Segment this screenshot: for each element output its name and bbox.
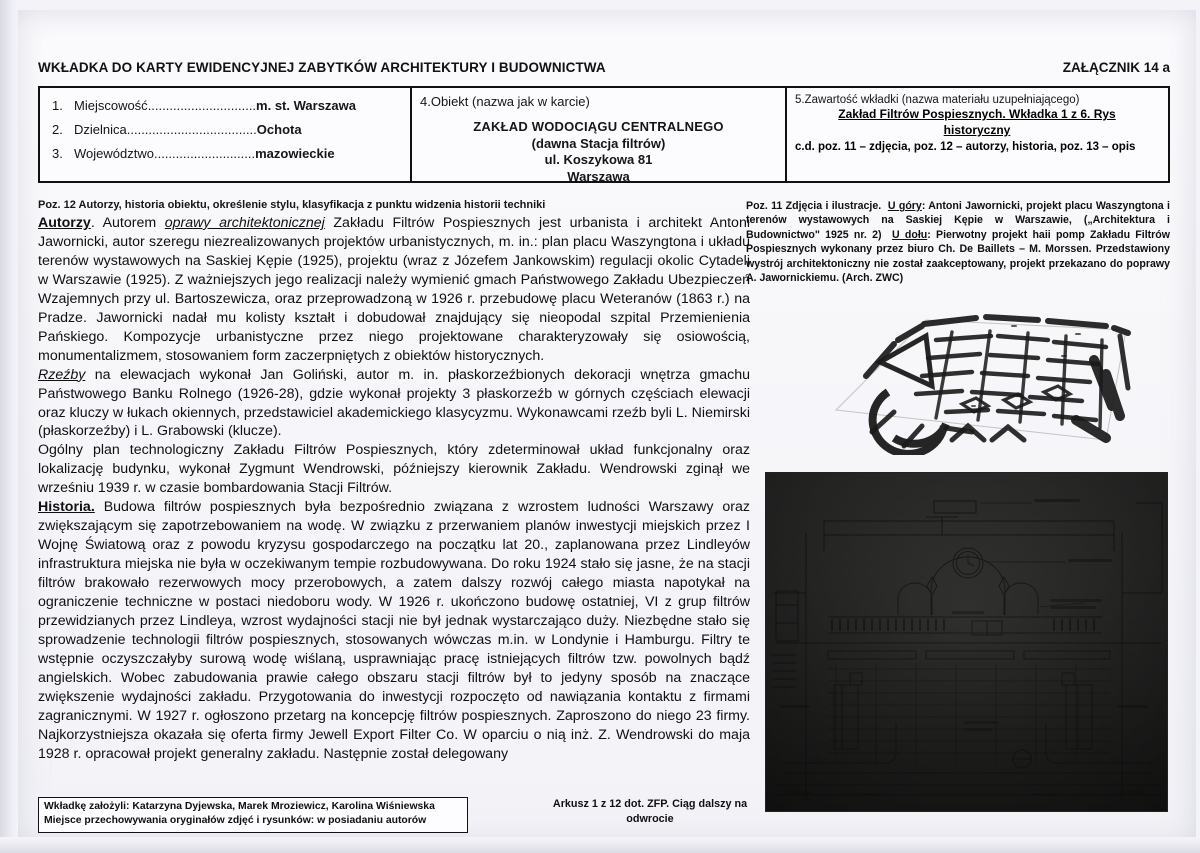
caption-bottom-text: : Pierwotny projekt haii pomp Zakładu Filtrów Pospiesznych wykonany przez biuro Ch. De Baillets – M. Morssen. Przedstawiony wystrój architektoniczny nie został zaakceptowany, projekt przekazano do poprawy A. Jawornickiemu. (Arch. ZWC) xyxy=(746,228,1171,285)
footer-credits-authors: Wkładkę założyli: Katarzyna Dyjewska, Marek Mroziewicz, Karolina Wiśniewska xyxy=(44,801,435,812)
pump-hall-section-svg xyxy=(766,473,1168,812)
footer-credits-storage: Miejsce przechowywania oryginałów zdjęć i rysunków: w posiadaniu autorów xyxy=(44,815,427,827)
table-cell-content xyxy=(787,88,1167,181)
location-row-1-number: 1. xyxy=(52,98,63,113)
footer-credits-box xyxy=(38,797,468,833)
sculpture-text: na elewacjach wykonał Jan Goliński, autor m. in. płaskorzeźbionych dekoracji wnętrza gmachu Państwowego Banku Rolnego (1926-28), gdzie wykonał projekty 3 płaskorzeźb w górnych częściach elewacji oraz kluczy w łukach okiennych, przedstawiciel akademickiego klasycyzmu. Wykonawcami rzeźb byli L. Niemirski (płaskorzeźby) i L. Grabowski (klucze). xyxy=(38,366,750,440)
caption-top-label: U góry xyxy=(887,200,922,212)
identification-table xyxy=(38,86,1170,183)
authors-text-b: Zakładu Filtrów Pospiesznych jest urbanista i architekt Antoni Jawornicki, autor szeregu niezrealizowanych projektów urbanistycznych, m. in.: plan placu Waszyngtona i układu terenów wystawowych na Saskiej Kępie (1925), projektu (wraz z Józefem Jankowskim) regulacji okolic Cytadeli w Warszawie (1925). Z ważniejszych jego realizacji należy wymienić gmach Państwowego Zakładu Ubezpieczeń Wzajemnych przy ul. Bartoszewicza, oraz przeprowadzoną w 1926 r. przebudowę placu Weteranów (1863 r.) na Pradze. Jawornicki nadał mu kolisty kształt i dobudował znajdujący się nieopodal szpital Przemienienia Pańskiego. Kompozycje urbanistyczne przez niego projektowane charakteryzowały się osiowością, monumentalizmem, stosowaniem form zaczerpniętych z obiektów historycznych. xyxy=(38,215,750,364)
location-row-2-number: 2. xyxy=(52,122,63,137)
location-row-1-label: Miejscowość xyxy=(74,98,148,113)
figure-pump-hall-section xyxy=(765,472,1168,812)
location-row-2-label: Dzielnica xyxy=(74,122,127,137)
location-row-1-value: m. st. Warszawa xyxy=(256,98,356,113)
location-row-3-label: Województwo xyxy=(74,146,154,161)
footer-sheet-line1: Arkusz 1 z 12 dot. ZFP. Ciąg dalszy na xyxy=(552,798,748,810)
caption-bottom-label: U dołu xyxy=(892,228,928,241)
authors-text-a: . Autorem xyxy=(90,215,165,231)
content-field-label: 5.Zawartość wkładki (nazwa materiału uzupełniającego) xyxy=(795,94,1080,106)
authors-history-body xyxy=(38,214,750,764)
figure-captions xyxy=(746,199,1170,285)
paragraph-authors xyxy=(38,214,750,366)
section-header-poz12: Poz. 12 Autorzy, historia obiektu, określenie stylu, klasyfikacja z punktu widzenia historii techniki xyxy=(38,199,546,211)
scan-edge-bottom xyxy=(0,837,1200,853)
sculpture-label: Rzeźby xyxy=(38,366,86,383)
location-row-3 xyxy=(48,146,402,161)
object-street: ul. Koszykowa 81 xyxy=(544,152,653,168)
scan-edge-left xyxy=(0,0,18,853)
content-title-line1: Zakład Filtrów Pospiesznych. Wkładka 1 z 6. Rys xyxy=(838,107,1116,121)
object-details xyxy=(420,119,777,186)
location-row-2-dots: .................................... xyxy=(126,122,257,137)
object-field-label: 4.Obiekt (nazwa jak w karcie) xyxy=(420,94,590,109)
object-city: Warszawa xyxy=(567,168,630,184)
history-label: Historia. xyxy=(38,499,95,516)
table-cell-location xyxy=(40,88,412,181)
object-name: ZAKŁAD WODOCIĄGU CENTRALNEGO xyxy=(473,119,724,134)
location-row-3-dots: ............................ xyxy=(153,146,256,161)
authors-italic-phrase: oprawy architektonicznej xyxy=(164,215,325,231)
page-header xyxy=(38,60,1170,75)
location-row-3-number: 3. xyxy=(52,146,63,161)
location-row-3-value: mazowieckie xyxy=(255,146,335,161)
location-row-2-value: Ochota xyxy=(256,122,302,137)
paragraph-history xyxy=(38,498,750,763)
left-column xyxy=(38,199,750,764)
figure-aerial-plan-sketch xyxy=(776,300,1156,455)
authors-label: Autorzy xyxy=(38,215,91,231)
annex-number: ZAŁĄCZNIK 14 a xyxy=(1062,60,1170,75)
location-list xyxy=(48,98,402,161)
right-column xyxy=(746,199,1170,285)
location-row-1 xyxy=(48,98,402,113)
footer-sheet-info xyxy=(500,797,800,826)
table-cell-object xyxy=(412,88,787,184)
object-former-name: (dawna Stacja filtrów) xyxy=(531,135,666,151)
location-row-2 xyxy=(48,122,402,137)
paragraph-technological-plan: Ogólny plan technologiczny Zakładu Filtrów Pospiesznych, który zdeterminował układ funkcjonalny oraz lokalizację budynku, wykonał Zygmunt Wendrowski, późniejszy kierownik Zakładu. Wendrowski zginął we wrześniu 1939 r. w czasie bombardowania Stacji Filtrów. xyxy=(38,442,750,497)
aerial-plan-svg xyxy=(776,300,1156,455)
page-title: WKŁADKA DO KARTY EWIDENCYJNEJ ZABYTKÓW ARCHITEKTURY I BUDOWNICTWA xyxy=(38,60,606,75)
location-row-1-dots: .............................. xyxy=(147,98,257,113)
content-title-line2: historyczny xyxy=(943,122,1011,137)
content-note: c.d. poz. 11 – zdjęcia, poz. 12 – autorzy, historia, poz. 13 – opis xyxy=(795,141,1136,154)
content-title xyxy=(795,107,1159,138)
history-text: Budowa filtrów pospiesznych była bezpośrednio związana z wzrostem ludności Warszawy oraz zwiększającym się zapotrzebowaniem na wodę. W związku z przerwaniem planów inwestycji miejskich przez I Wojnę Światową oraz z powodu kryzysu gospodarczego na początku lat 20., zaplanowana przez Lindleyów infrastruktura miejska nie była w oczekiwanym tempie rozbudowywana. Do roku 1924 stało się jasne, że na stacji filtrów brakowało rezerwowych mocy przerobowych, a zatem dalszy rozwój całego miasta napotykał na ograniczenie techniczne w postaci niedoboru wody. W 1926 r. ukończono budowę ostatniej, VI z grup filtrów przewidzianych przez Lindleya, wzrost wydajności stacji nie był jednak wystarczająco duży. Niezbędne stało się sprowadzenie technologii filtrów pospiesznych, stosowanych wówczas m.in. w Londynie i Hamburgu. Filtry te wstępnie oczyszczałyby surową wodę wiślaną, usprawniając pracę istniejących filtrów tzw. powolnych bądź angielskich. Wobec zabudowania prawie całego obszaru stacji filtrów był to jedyny sposób na znaczące zwiększenie wydajności zakładu. Przygotowania do inwestycji rozpoczęto od nawiązania kontaktu z firmami zagranicznymi. W 1927 r. ogłoszono przetarg na koncepcję filtrów pospiesznych. Zaproszono do niego 23 firmy. Najkorzystniejsza okazała się oferta firmy Jewell Export Filter Co. W oparciu o nią inż. Z. Wendrowski do maja 1928 r. opracował projekt generalny zakładu. Następnie został delegowany xyxy=(38,499,750,762)
caption-top-text: : Antoni Jawornicki, projekt placu Waszyngtona i terenów wystawowych na Saskiej Kępie w Warszawie, („Architektura i Budownictwo" 1925 nr. 2) xyxy=(746,200,1170,241)
paragraph-sculptures xyxy=(38,366,750,442)
caption-lead: Poz. 11 Zdjęcia i ilustracje. xyxy=(746,200,882,212)
footer-sheet-line2: odwrocie xyxy=(626,812,674,825)
